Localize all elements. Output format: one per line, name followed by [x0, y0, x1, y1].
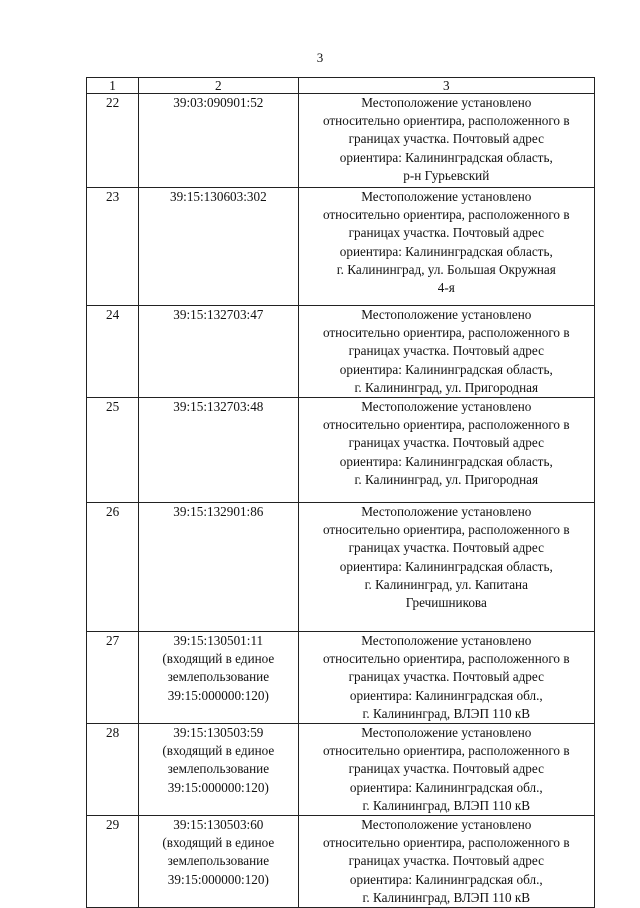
cadastral-number-cell: [139, 398, 298, 503]
location-line: ориентира: Калининградская область,: [339, 453, 553, 469]
cadastral-line: (входящий в единое: [162, 743, 275, 759]
location-line: относительно ориентира, расположенного в: [322, 651, 570, 667]
location-line: г. Калининград, ВЛЭП 110 кВ: [362, 705, 531, 721]
cadastral-line: 39:15:130501:11: [173, 633, 264, 649]
row-number-cell: 27: [87, 632, 139, 724]
location-line: относительно ориентира, расположенного в: [322, 325, 570, 341]
cadastral-line: землепользование: [167, 853, 270, 869]
table-header-row: [87, 78, 595, 94]
row-number-cell: 29: [87, 816, 139, 908]
location-line: относительно ориентира, расположенного в: [322, 417, 570, 433]
location-line: Местоположение установлено: [361, 725, 532, 741]
location-line: границах участка. Почтовый адрес: [348, 853, 544, 869]
table-row: [87, 503, 595, 632]
location-line: ориентира: Калининградская область,: [339, 149, 553, 165]
location-line: относительно ориентира, расположенного в: [322, 743, 570, 759]
location-cell: [298, 306, 594, 398]
location-line: границах участка. Почтовый адрес: [348, 343, 544, 359]
cadastral-line: 39:15:000000:120): [167, 779, 269, 795]
cadastral-line: 39:03:090901:52: [173, 95, 264, 110]
location-cell: [298, 724, 594, 816]
location-cell: [298, 94, 594, 188]
table-row: [87, 724, 595, 816]
cadastral-line: 39:15:130503:60: [173, 817, 264, 833]
cadastral-number-cell: [139, 306, 298, 398]
cadastral-line: 39:15:130503:59: [173, 725, 264, 741]
cadastral-line: землепользование: [167, 669, 270, 685]
location-line: границах участка. Почтовый адрес: [348, 435, 544, 451]
location-line: р-н Гурьевский: [403, 167, 490, 183]
location-line: относительно ориентира, расположенного в: [322, 207, 570, 223]
location-line: ориентира: Калининградская область,: [339, 243, 553, 259]
cadastral-number-cell: [139, 503, 298, 632]
row-number-cell: 23: [87, 188, 139, 306]
table-row: [87, 632, 595, 724]
header-cell-1: 1: [87, 78, 139, 94]
row-number-cell: 28: [87, 724, 139, 816]
cadastral-number-cell: [139, 632, 298, 724]
cadastral-line: землепользование: [167, 761, 270, 777]
table-row: [87, 816, 595, 908]
location-line: Местоположение установлено: [361, 633, 532, 649]
page-number: 3: [316, 50, 324, 65]
location-line: ориентира: Калининградская обл.,: [349, 871, 543, 887]
row-number-cell: 26: [87, 503, 139, 632]
location-line: г. Калининград, ВЛЭП 110 кВ: [362, 797, 531, 813]
location-line: Местоположение установлено: [361, 95, 532, 110]
location-line: ориентира: Калининградская область,: [339, 361, 553, 377]
table-row: [87, 188, 595, 306]
location-line: Гречишникова: [405, 595, 487, 611]
location-cell: [298, 632, 594, 724]
cadastral-number-cell: [139, 816, 298, 908]
location-line: г. Калининград, ул. Пригородная: [354, 471, 539, 487]
location-cell: [298, 398, 594, 503]
location-line: Местоположение установлено: [361, 307, 532, 322]
cadastral-line: 39:15:132703:48: [173, 399, 264, 415]
location-line: относительно ориентира, расположенного в: [322, 835, 570, 851]
header-cell-2: 2: [139, 78, 298, 94]
location-line: границах участка. Почтовый адрес: [348, 669, 544, 685]
table-body: [87, 78, 595, 908]
cadastral-line: (входящий в единое: [162, 651, 275, 667]
cadastral-line: 39:15:000000:120): [167, 871, 269, 887]
location-line: границах участка. Почтовый адрес: [348, 131, 544, 147]
location-line: границах участка. Почтовый адрес: [348, 761, 544, 777]
location-line: 4-я: [437, 280, 455, 296]
cadastral-line: 39:15:000000:120): [167, 687, 269, 703]
land-plots-table: [86, 77, 595, 908]
cadastral-number-cell: [139, 94, 298, 188]
table-row: [87, 306, 595, 398]
cadastral-number-cell: [139, 188, 298, 306]
cadastral-line: (входящий в единое: [162, 835, 275, 851]
row-number-cell: 22: [87, 94, 139, 188]
location-cell: [298, 503, 594, 632]
cadastral-number-cell: [139, 724, 298, 816]
location-line: г. Калининград, ул. Капитана: [364, 576, 528, 592]
cadastral-line: 39:15:132901:86: [173, 504, 264, 520]
header-cell-3: 3: [298, 78, 594, 94]
location-line: относительно ориентира, расположенного в: [322, 113, 570, 129]
location-cell: [298, 188, 594, 306]
cadastral-line: 39:15:132703:47: [173, 307, 264, 322]
row-number-cell: 25: [87, 398, 139, 503]
location-line: г. Калининград, ул. Большая Окружная: [336, 261, 556, 277]
location-line: ориентира: Калининградская обл.,: [349, 687, 543, 703]
cadastral-line: 39:15:130603:302: [169, 189, 267, 204]
location-line: относительно ориентира, расположенного в: [322, 522, 570, 538]
row-number-cell: 24: [87, 306, 139, 398]
location-cell: [298, 816, 594, 908]
location-line: г. Калининград, ул. Пригородная: [354, 379, 539, 395]
location-line: границах участка. Почтовый адрес: [348, 225, 544, 241]
table-row: [87, 398, 595, 503]
location-line: границах участка. Почтовый адрес: [348, 540, 544, 556]
location-line: ориентира: Калининградская обл.,: [349, 779, 543, 795]
location-line: Местоположение установлено: [361, 504, 532, 520]
location-line: г. Калининград, ВЛЭП 110 кВ: [362, 889, 531, 905]
location-line: Местоположение установлено: [361, 817, 532, 833]
table-row: [87, 94, 595, 188]
location-line: Местоположение установлено: [361, 189, 532, 204]
location-line: ориентира: Калининградская область,: [339, 558, 553, 574]
location-line: Местоположение установлено: [361, 399, 532, 415]
